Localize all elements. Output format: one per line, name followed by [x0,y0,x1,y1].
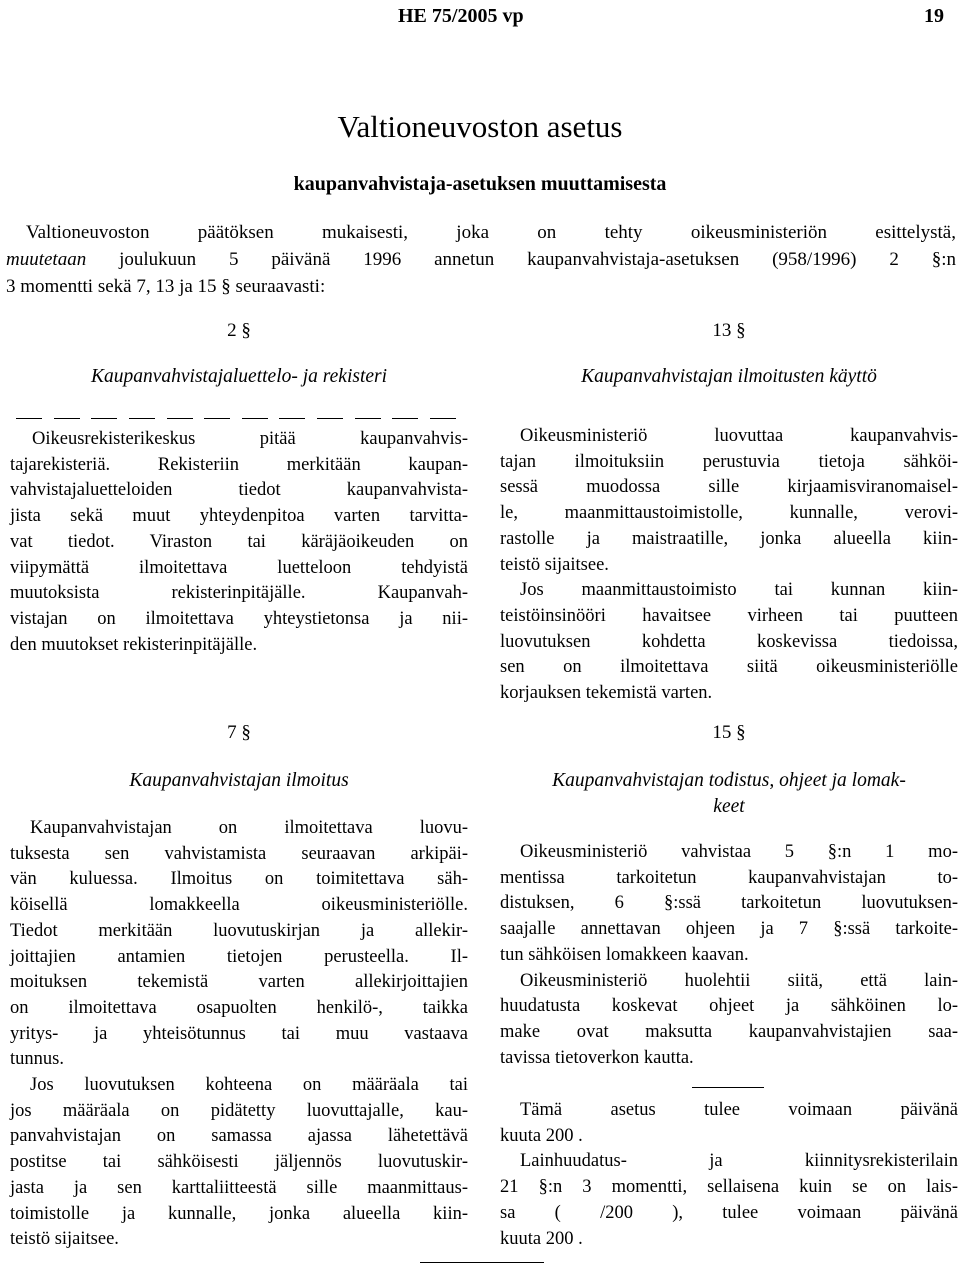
para-line: postitse tai sähköisesti jäljennös luovutuskir- [10,1152,468,1173]
intro-line-1: Valtioneuvoston päätöksen mukaisesti, joka on tehty oikeusministeriön esittelystä, [26,222,956,243]
para-line: teistö sijaitsee. [500,554,609,575]
para-line: distuksen, 6 §:ssä tarkoitetun luovutuksen- [500,893,958,914]
para-line: huudatusta koskevat ohjeet ja sähköinen lo- [500,996,958,1017]
para-line: jasta ja sen karttaliitteestä sille maanmittaus- [10,1177,468,1198]
para-line: Oikeusministeriö vahvistaa 5 §:n 1 mo- [520,842,958,862]
para-line: vat tiedot. Viraston tai käräjäoikeuden on [10,531,468,552]
para-line: muutoksista rekisterinpitäjälle. Kaupanvah- [10,583,468,604]
intro-paragraph [6,219,956,300]
page-number: 19 [924,5,944,27]
para-line: jos määräala on pidätetty luovuttajalle, kau- [10,1100,468,1121]
section-number: 15 § [712,722,746,743]
para-line: jista sekä muut yhteydenpitoa varten tarvitta- [10,506,468,527]
omitted-text-dashes [16,412,456,424]
section-2-paragraph [10,427,468,658]
section-2 [10,318,468,658]
para-line: Jos luovutuksen kohteena on määräala tai [30,1075,468,1096]
para-line: sessä muodossa sille kirjaamisviranomaisel- [500,477,958,498]
section-number: 7 § [227,722,251,743]
para-line: tuksesta sen vahvistamista seuraavan arkipäi- [10,843,468,864]
para-line: yritys- ja yhteisötunnus tai muu vastaava [10,1023,468,1044]
para-line: rastolle ja maistraatille, jonka alueella kiin- [500,528,958,549]
section-13-paragraph-1 [500,424,958,578]
intro-line-2 [6,246,956,273]
document-id: HE 75/2005 vp [398,5,524,27]
para-line: Oikeusministeriö huolehtii siitä, että lain- [520,970,958,991]
intro-italic-word: muutetaan [6,249,87,270]
section-heading [500,768,958,820]
para-line: Tämä asetus tulee voimaan päivänä [520,1100,958,1120]
section-heading: Kaupanvahvistajan ilmoitus [129,770,349,791]
para-line: tunnus. [10,1049,64,1070]
para-line: Kaupanvahvistajan on ilmoitettava luovu- [30,818,468,838]
section-15-paragraph-1 [500,840,958,969]
para-line: on ilmoitettava osapuolten henkilö-, taikka [10,997,468,1018]
para-line: luovutuksen kohdetta koskevissa tiedoissa, [500,631,958,652]
entry-into-force [500,1098,958,1252]
section-15 [500,720,958,1071]
section-13-paragraph-2 [500,578,958,707]
section-heading-line: keet [713,796,745,817]
para-line: panvahvistajan on samassa ajassa lähetettävä [10,1126,468,1147]
para-line: make ovat maksutta kaupanvahvistajien saa- [500,1021,958,1042]
para-line: le, maanmittaustoimistolle, kunnalle, verovi- [500,503,958,524]
section-13 [500,318,958,707]
intro-line-3: 3 momentti sekä 7, 13 ja 15 § seuraavasti: [6,276,326,297]
para-line: köisellä lomakkeella oikeusministeriölle. [10,895,468,916]
para-line: kuuta 200 . [500,1228,583,1249]
section-heading: Kaupanvahvistajaluettelo- ja rekisteri [90,366,388,387]
para-line: teistöinsinööri havaitsee virheen tai puutteen [500,605,958,626]
para-line: Lainhuudatus- ja kiinnitysrekisterilain [520,1151,958,1172]
section-heading-line: Kaupanvahvistajan todistus, ohjeet ja lomak- [552,770,906,791]
para-line: 21 §:n 3 momentti, sellaisena kuin se on lais- [500,1177,958,1198]
para-line: mentissa tarkoitetun kaupanvahvistajan to- [500,867,958,888]
para-line: tun sähköisen lomakkeen kaavan. [500,944,749,965]
para-line: teistö sijaitsee. [10,1229,119,1250]
section-15-paragraph-2 [500,969,958,1072]
section-7 [10,720,468,1253]
section-heading: Kaupanvahvistajan ilmoitusten käyttö [581,366,877,387]
para-line: vahvistajaluetteloiden tiedot kaupanvahvista- [10,480,468,501]
para-line: tajan ilmoituksiin perustuvia tietoja sähköi- [500,451,958,472]
para-line: sen on ilmoitettava siitä oikeusministeriölle [500,657,958,678]
closing-rule [420,1262,544,1263]
intro-line-2-rest: joulukuun 5 päivänä 1996 annetun kaupanvahvistaja-asetuksen (958/1996) 2 §:n [86,249,956,270]
section-7-paragraph-1 [10,816,468,1073]
para-line: viipymättä ilmoitettava luetteloon tehdyistä [10,557,468,578]
para-line: moituksen tekemistä varten allekirjoittajien [10,972,468,993]
para-line: tajarekisteriä. Rekisteriin merkitään kaupan- [10,454,468,475]
para-line: toimistolle ja kunnalle, jonka alueella kiin- [10,1203,468,1224]
para-line: tavissa tietoverkon kautta. [500,1047,694,1068]
section-number: 2 § [227,320,251,341]
para-line: Tiedot merkitään luovutuskirjan ja allekir- [10,920,468,941]
section-7-paragraph-2 [10,1073,468,1253]
para-line: joittajien antamien tietojen perusteella. Il- [10,946,468,967]
para-line: saajalle annettavan ohjeen ja 7 §:ssä tarkoite- [500,919,958,940]
section-number: 13 § [712,320,746,341]
para-line: Jos maanmittaustoimisto tai kunnan kiin- [520,580,958,601]
para-line: kuuta 200 . [500,1125,583,1146]
para-line: vän kuluessa. Ilmoitus on toimitettava säh- [10,869,468,890]
decree-subtitle: kaupanvahvistaja-asetuksen muuttamisesta [293,173,667,195]
separator-rule [692,1087,764,1088]
para-line: sa ( /200 ), tulee voimaan päivänä [500,1202,958,1223]
para-line: den muutokset rekisterinpitäjälle. [10,634,258,655]
para-line: Oikeusrekisterikeskus pitää kaupanvahvis- [32,429,468,449]
para-line: Oikeusministeriö luovuttaa kaupanvahvis- [520,426,958,446]
para-line: korjauksen tekemistä varten. [500,683,713,704]
decree-title: Valtioneuvoston asetus [337,109,623,144]
para-line: vistajan on ilmoitettava yhteystietonsa ja nii- [10,608,468,629]
